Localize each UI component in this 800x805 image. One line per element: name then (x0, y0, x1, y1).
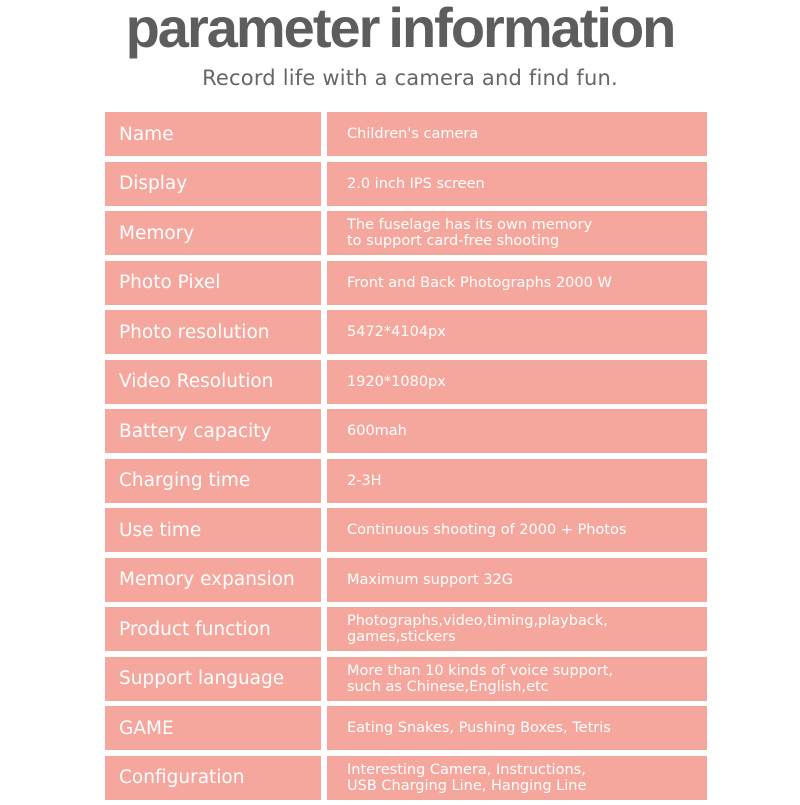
spec-label: GAME (105, 706, 321, 750)
spec-label: Display (105, 162, 321, 206)
spec-row (105, 310, 707, 354)
spec-row (105, 657, 707, 701)
spec-row (105, 756, 707, 800)
title-word-parameter: parameter (125, 0, 379, 59)
spec-row (105, 459, 707, 503)
spec-label: Support language (105, 657, 321, 701)
spec-table (105, 112, 707, 805)
spec-row (105, 112, 707, 156)
spec-value: More than 10 kinds of voice support, such as Chinese,English,etc (327, 657, 707, 701)
spec-label: Photo resolution (105, 310, 321, 354)
spec-value: Eating Snakes, Pushing Boxes, Tetris (327, 706, 707, 750)
spec-label: Memory (105, 211, 321, 255)
spec-value: 600mah (327, 409, 707, 453)
page-title (0, 0, 800, 58)
page-subtitle: Record life with a camera and find fun. (202, 66, 618, 90)
spec-row (105, 360, 707, 404)
spec-row (105, 607, 707, 651)
spec-row (105, 162, 707, 206)
spec-label: Video Resolution (105, 360, 321, 404)
title-word-information-text: information (388, 0, 675, 59)
spec-label: Charging time (105, 459, 321, 503)
spec-value: 5472*4104px (327, 310, 707, 354)
spec-value: Front and Back Photographs 2000 W (327, 261, 707, 305)
spec-row (105, 261, 707, 305)
spec-label: Battery capacity (105, 409, 321, 453)
spec-value: 2-3H (327, 459, 707, 503)
spec-value: 2.0 inch IPS screen (327, 162, 707, 206)
spec-label: Photo Pixel (105, 261, 321, 305)
spec-label: Memory expansion (105, 558, 321, 602)
spec-row (105, 409, 707, 453)
spec-label: Configuration (105, 756, 321, 800)
spec-value: Maximum support 32G (327, 558, 707, 602)
spec-value: Children's camera (327, 112, 707, 156)
spec-value: 1920*1080px (327, 360, 707, 404)
spec-label: Product function (105, 607, 321, 651)
spec-label: Use time (105, 508, 321, 552)
title-word-information (388, 0, 674, 58)
spec-value: Continuous shooting of 2000 + Photos (327, 508, 707, 552)
spec-label: Name (105, 112, 321, 156)
spec-row (105, 706, 707, 750)
spec-value: Photographs,video,timing,playback, games,stickers (327, 607, 707, 651)
spec-row (105, 508, 707, 552)
spec-row (105, 558, 707, 602)
spec-value: Interesting Camera, Instructions, USB Charging Line, Hanging Line (327, 756, 707, 800)
spec-row (105, 211, 707, 255)
spec-value: The fuselage has its own memory to support card-free shooting (327, 211, 707, 255)
